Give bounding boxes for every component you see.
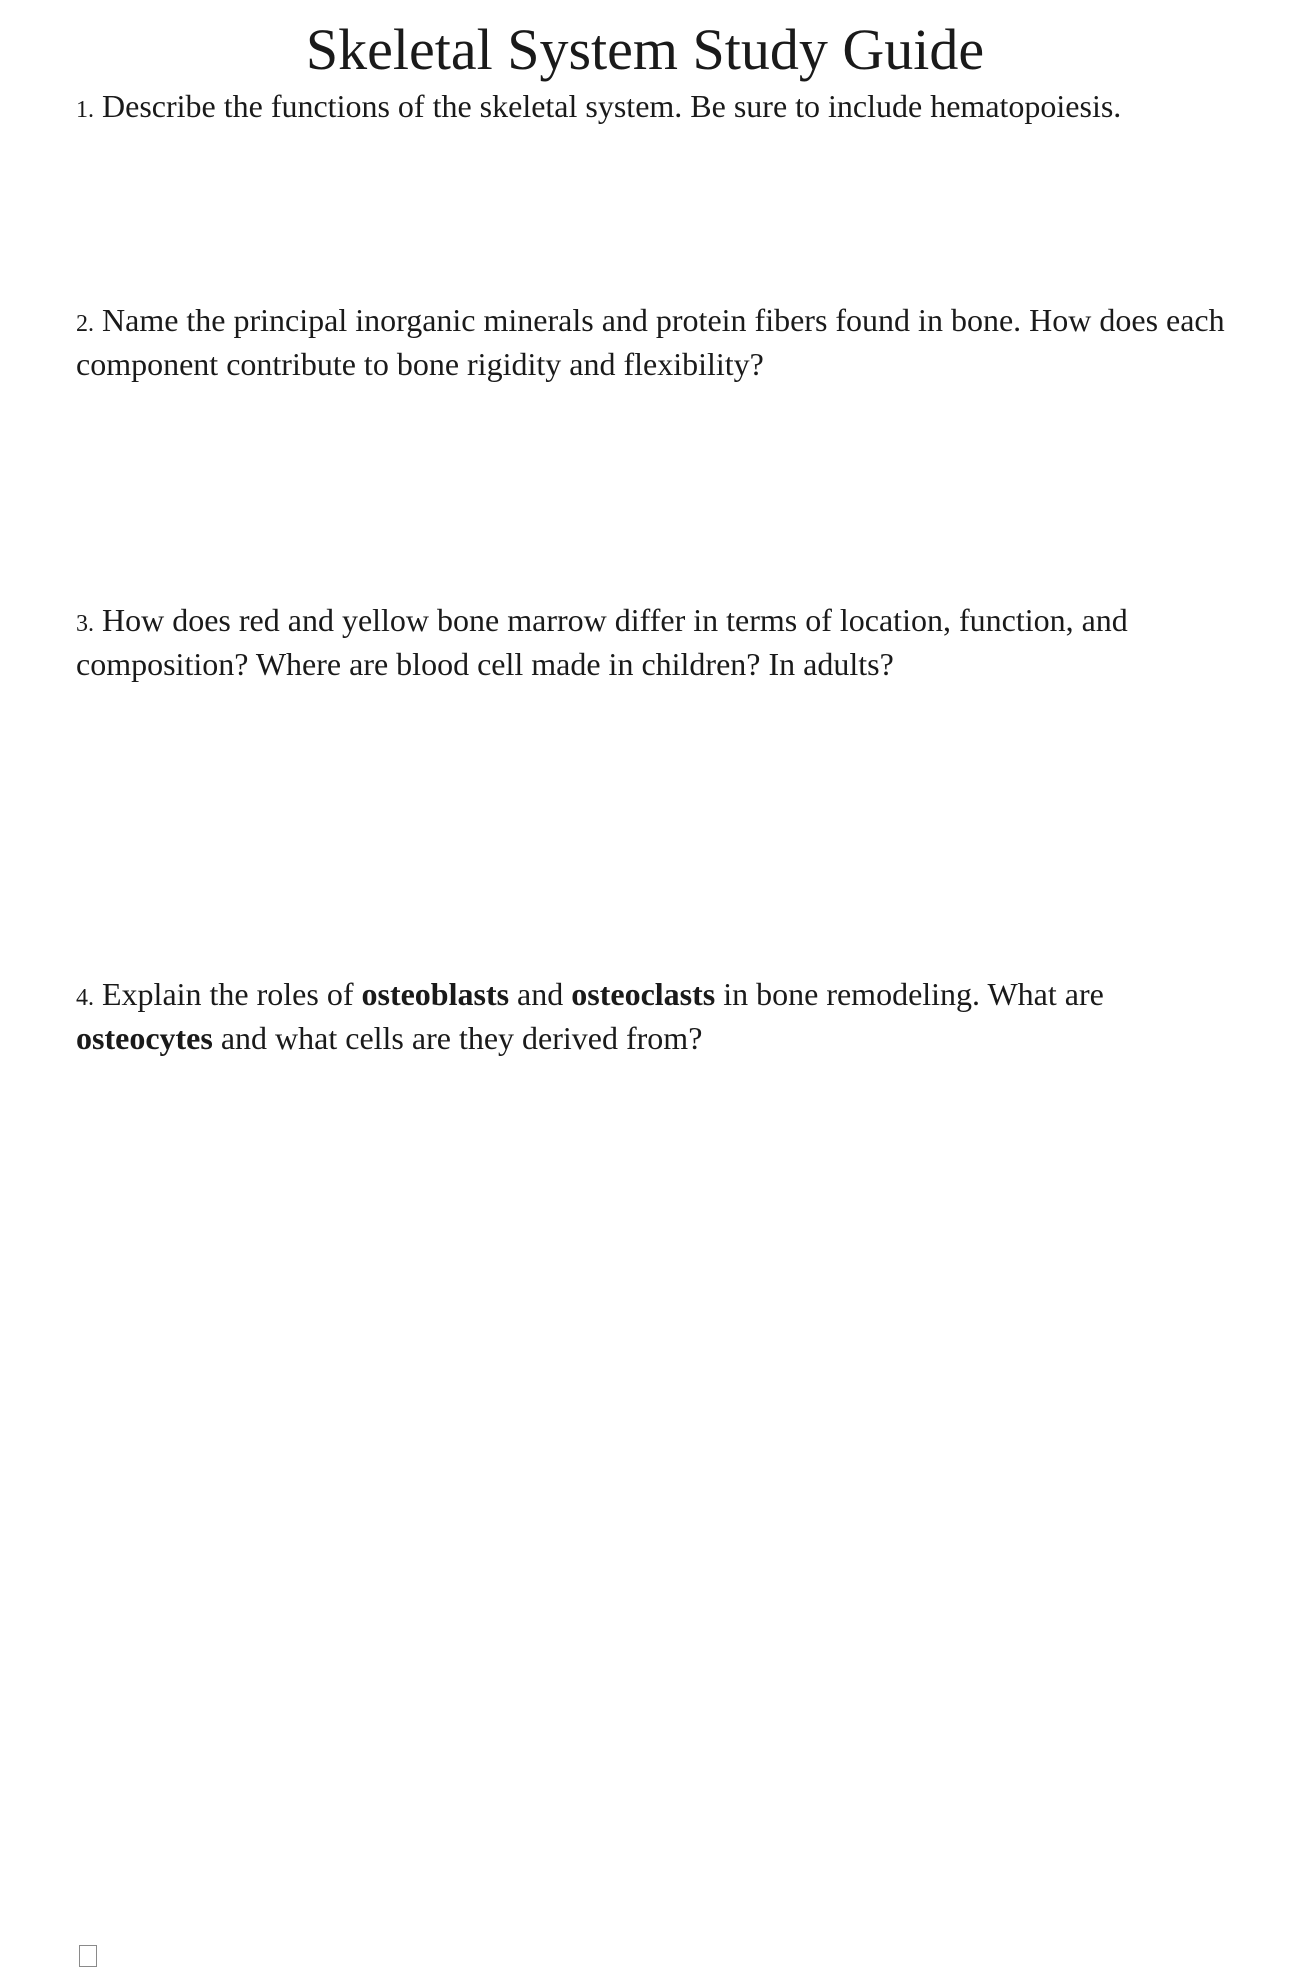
question-4	[76, 974, 1236, 1058]
question-text: Describe the functions of the skeletal system. Be sure to include hematopoiesis.	[102, 88, 1122, 124]
term-osteoblasts: osteoblasts	[361, 976, 510, 1012]
question-number: 3.	[76, 611, 94, 637]
question-number: 4.	[76, 985, 94, 1011]
question-text: Name the principal inorganic minerals and protein fibers found in bone. How does each component contribute to bone rigidity and flexibility?	[76, 302, 1225, 382]
page-title: Skeletal System Study Guide	[305, 17, 985, 82]
term-osteocytes: osteocytes	[76, 1020, 213, 1056]
question-1	[76, 86, 1236, 130]
question-3	[76, 600, 1236, 684]
question-text-segment: in bone remodeling. What are	[715, 976, 1104, 1012]
question-number: 1.	[76, 97, 94, 123]
question-text-segment: and	[509, 976, 572, 1012]
question-text	[76, 976, 1104, 1056]
empty-box-icon	[79, 1945, 97, 1967]
question-text-segment: and what cells are they derived from?	[212, 1020, 703, 1056]
term-osteoclasts: osteoclasts	[571, 976, 716, 1012]
question-number: 2.	[76, 311, 94, 337]
question-2	[76, 300, 1236, 384]
question-text: How does red and yellow bone marrow differ in terms of location, function, and composition? Where are blood cell made in children? In adults?	[76, 602, 1128, 682]
question-text-segment: Explain the roles of	[102, 976, 362, 1012]
